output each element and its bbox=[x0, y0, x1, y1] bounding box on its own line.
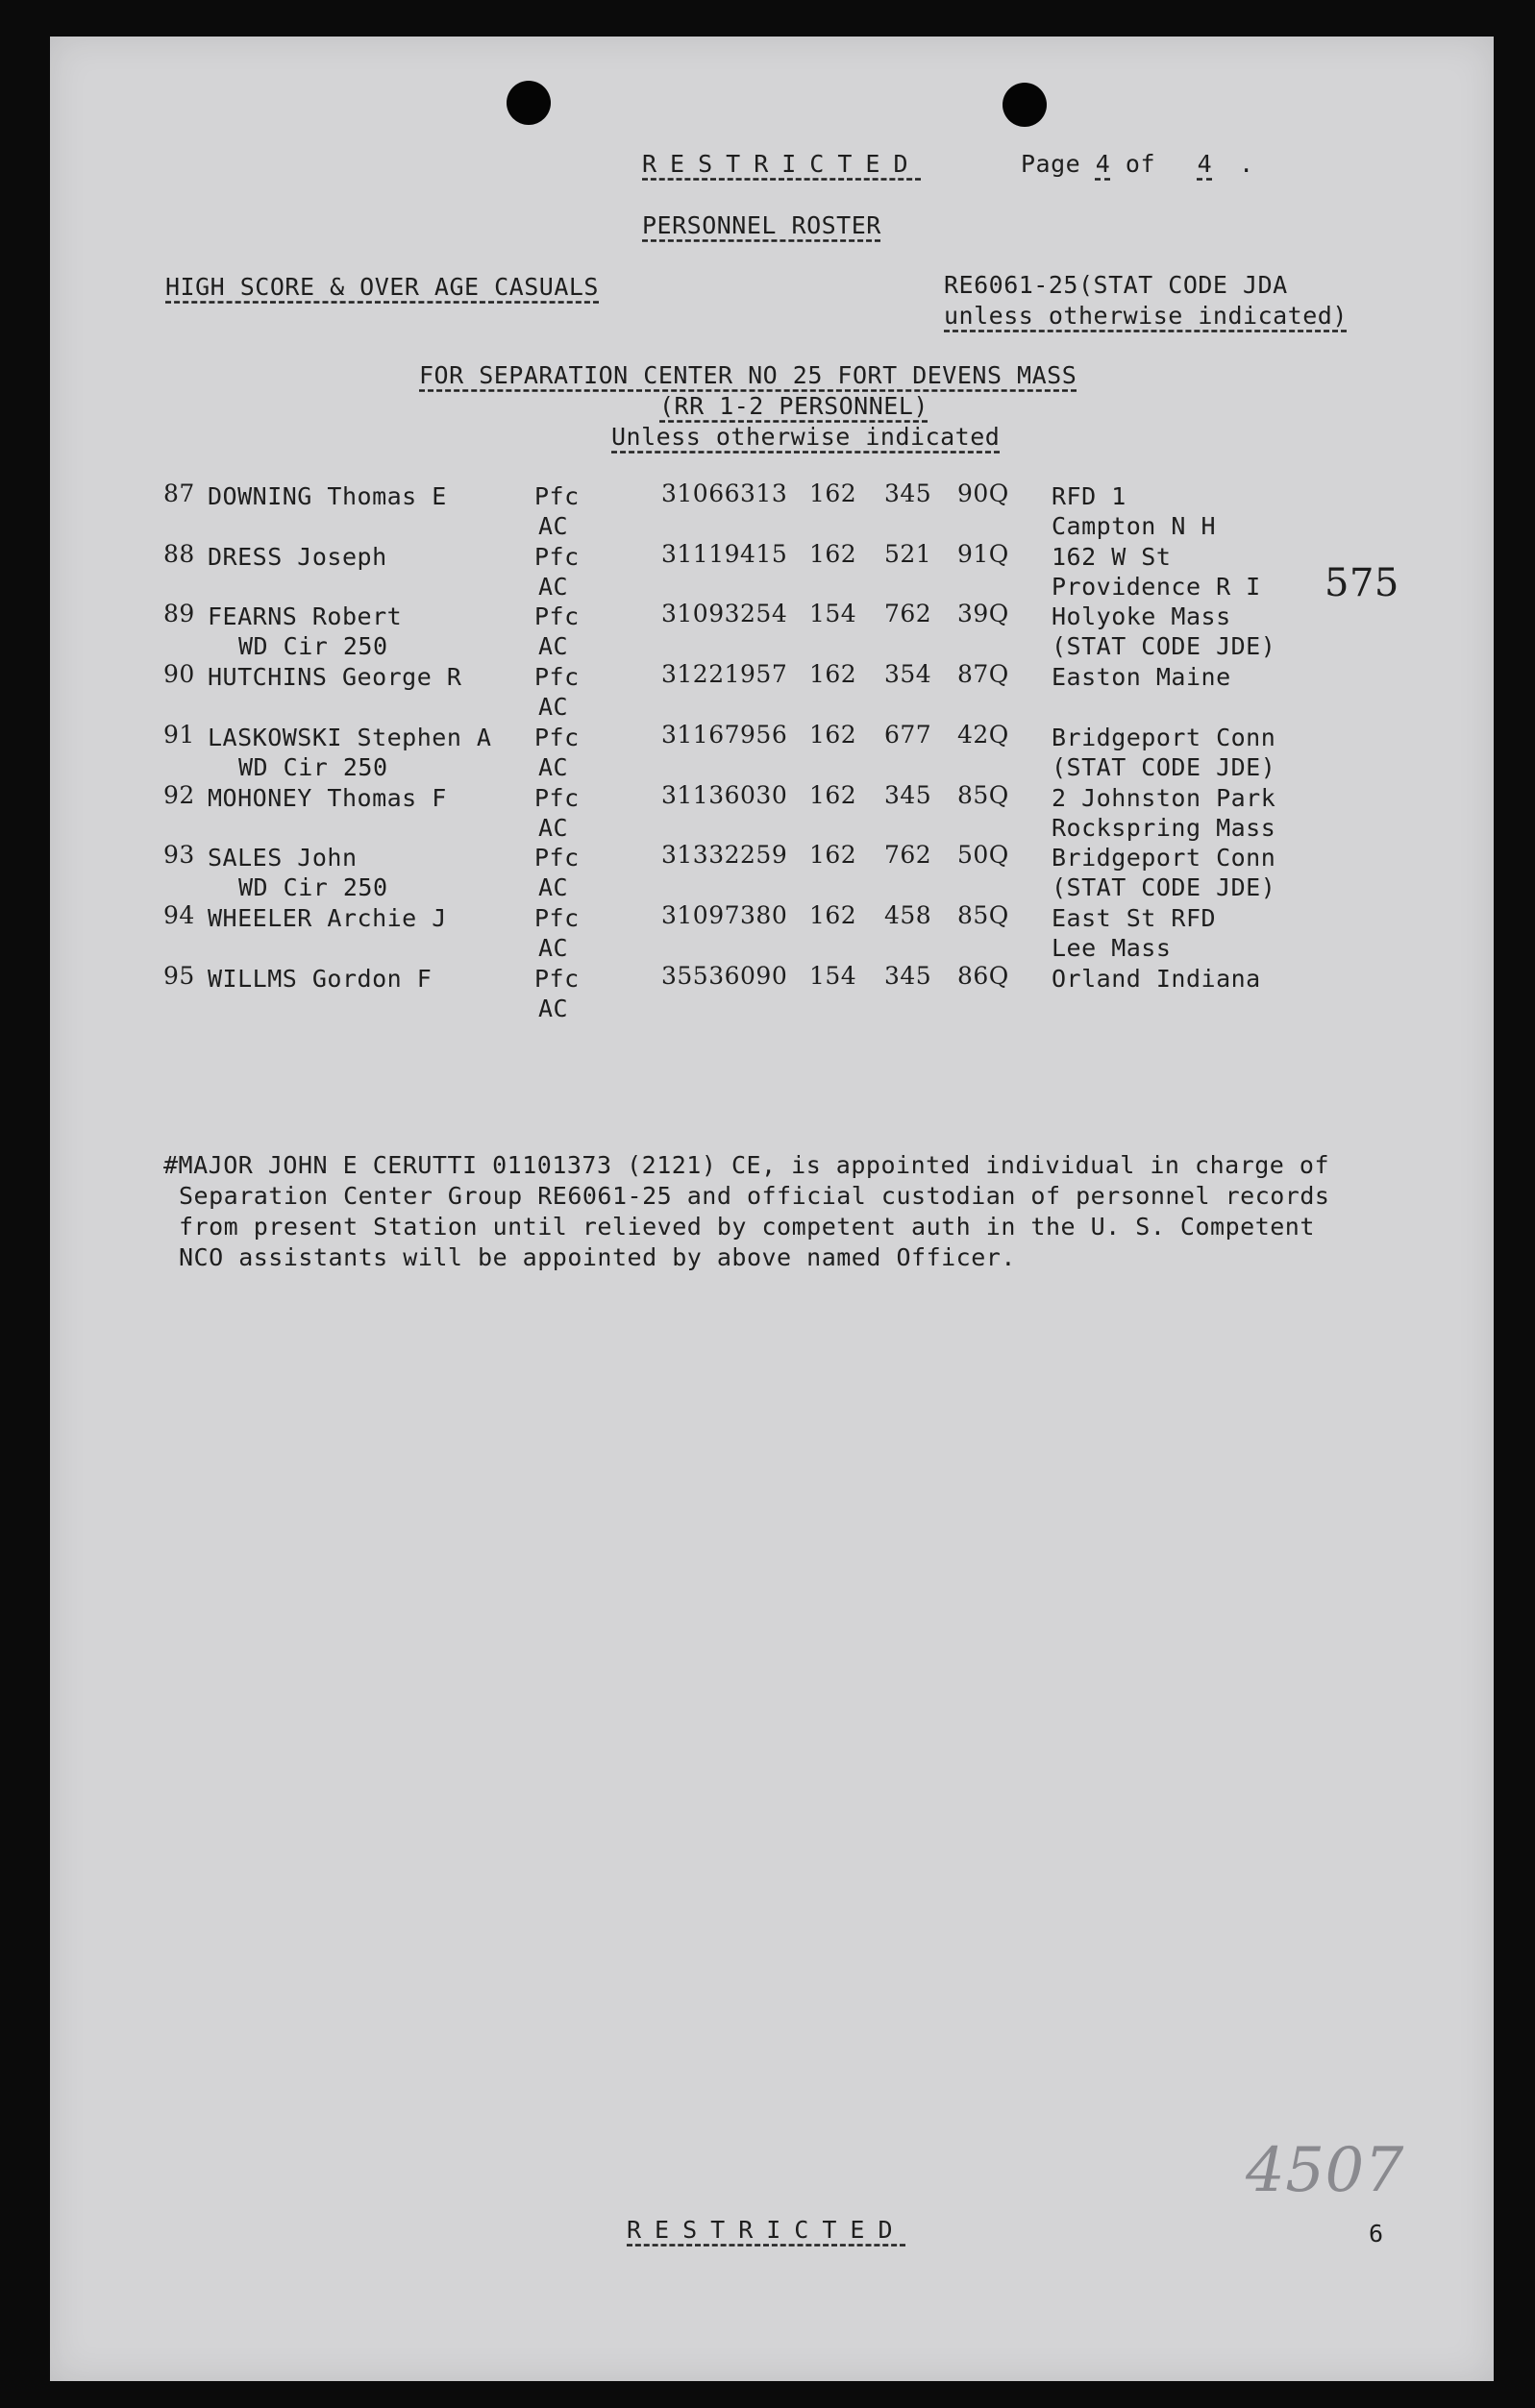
roster-c3: 85Q bbox=[957, 781, 1009, 809]
roster-c3: 42Q bbox=[957, 721, 1009, 749]
roster-addr2: Lee Mass bbox=[1052, 934, 1172, 962]
roster-sub: WD Cir 250 bbox=[238, 753, 388, 781]
roster-c1: 162 bbox=[809, 901, 857, 929]
roster-serial: 31136030 bbox=[661, 781, 788, 809]
roster-name: WHEELER Archie J bbox=[208, 904, 447, 932]
roster-no: 92 bbox=[163, 781, 195, 809]
roster-rank: Pfc bbox=[534, 965, 580, 993]
roster-branch: AC bbox=[538, 753, 569, 781]
roster-no: 95 bbox=[163, 962, 195, 990]
destination-line1: FOR SEPARATION CENTER NO 25 FORT DEVENS MASS bbox=[419, 361, 1077, 389]
roster-serial: 31093254 bbox=[661, 600, 788, 627]
roster-c3: 86Q bbox=[957, 962, 1009, 990]
punch-hole bbox=[1003, 83, 1047, 127]
roster-c1: 162 bbox=[809, 781, 857, 809]
roster-c1: 154 bbox=[809, 962, 857, 990]
roster-rank: Pfc bbox=[534, 784, 580, 812]
roster-addr1: East St RFD bbox=[1052, 904, 1217, 932]
roster-name: DOWNING Thomas E bbox=[208, 482, 447, 510]
roster-rank: Pfc bbox=[534, 482, 580, 510]
handwritten-number: 4507 bbox=[1246, 2135, 1404, 2206]
roster-c2: 762 bbox=[884, 841, 932, 869]
roster-serial: 35536090 bbox=[661, 962, 788, 990]
roster-name: SALES John bbox=[208, 844, 358, 872]
roster-c2: 345 bbox=[884, 781, 932, 809]
roster-c3: 87Q bbox=[957, 660, 1009, 688]
roster-addr1: RFD 1 bbox=[1052, 482, 1126, 510]
roster-sub: WD Cir 250 bbox=[238, 632, 388, 660]
roster-serial: 31097380 bbox=[661, 901, 788, 929]
roster-c2: 458 bbox=[884, 901, 932, 929]
destination-line2: (RR 1-2 PERSONNEL) bbox=[659, 392, 928, 420]
roster-branch: AC bbox=[538, 934, 569, 962]
roster-addr1: Holyoke Mass bbox=[1052, 602, 1231, 630]
roster-addr2: Providence R I bbox=[1052, 573, 1261, 601]
punch-hole bbox=[507, 81, 551, 125]
roster-branch: AC bbox=[538, 814, 569, 842]
roster-name: MOHONEY Thomas F bbox=[208, 784, 447, 812]
roster-branch: AC bbox=[538, 573, 569, 601]
roster-c2: 345 bbox=[884, 962, 932, 990]
roster-c2: 521 bbox=[884, 540, 932, 568]
roster-rank: Pfc bbox=[534, 602, 580, 630]
roster-c1: 162 bbox=[809, 721, 857, 749]
roster-branch: AC bbox=[538, 873, 569, 901]
roster-c3: 90Q bbox=[957, 479, 1009, 507]
roster-rank: Pfc bbox=[534, 724, 580, 751]
roster-addr1: 2 Johnston Park bbox=[1052, 784, 1276, 812]
roster-no: 94 bbox=[163, 901, 195, 929]
roster-branch: AC bbox=[538, 693, 569, 721]
roster-serial: 31119415 bbox=[661, 540, 788, 568]
roster-c2: 762 bbox=[884, 600, 932, 627]
roster-rank: Pfc bbox=[534, 844, 580, 872]
roster-no: 89 bbox=[163, 600, 195, 627]
roster-name: WILLMS Gordon F bbox=[208, 965, 433, 993]
roster-addr1: Orland Indiana bbox=[1052, 965, 1261, 993]
corner-mark: 6 bbox=[1369, 2220, 1384, 2248]
roster-name: LASKOWSKI Stephen A bbox=[208, 724, 492, 751]
roster-branch: AC bbox=[538, 512, 569, 540]
roster-c3: 85Q bbox=[957, 901, 1009, 929]
page-indicator: Page 4 of 4 . bbox=[1021, 150, 1254, 178]
roster-no: 91 bbox=[163, 721, 195, 749]
footnote-line: Separation Center Group RE6061-25 and official custodian of personnel records bbox=[179, 1182, 1330, 1210]
roster-no: 88 bbox=[163, 540, 195, 568]
roster-addr2: (STAT CODE JDE) bbox=[1052, 632, 1276, 660]
roster-c2: 677 bbox=[884, 721, 932, 749]
group-left: HIGH SCORE & OVER AGE CASUALS bbox=[165, 273, 599, 301]
roster-addr2: (STAT CODE JDE) bbox=[1052, 873, 1276, 901]
roster-serial: 31167956 bbox=[661, 721, 788, 749]
roster-rank: Pfc bbox=[534, 663, 580, 691]
roster-addr2: (STAT CODE JDE) bbox=[1052, 753, 1276, 781]
roster-addr1: Bridgeport Conn bbox=[1052, 724, 1276, 751]
roster-c1: 162 bbox=[809, 540, 857, 568]
roster-c1: 162 bbox=[809, 660, 857, 688]
footnote-line: NCO assistants will be appointed by above named Officer. bbox=[179, 1243, 1016, 1271]
roster-c3: 91Q bbox=[957, 540, 1009, 568]
roster-addr1: Easton Maine bbox=[1052, 663, 1231, 691]
footnote-line: from present Station until relieved by competent auth in the U. S. Competent bbox=[179, 1213, 1315, 1241]
roster-c3: 50Q bbox=[957, 841, 1009, 869]
roster-name: HUTCHINS George R bbox=[208, 663, 462, 691]
roster-c2: 345 bbox=[884, 479, 932, 507]
roster-addr1: Bridgeport Conn bbox=[1052, 844, 1276, 872]
roster-title: PERSONNEL ROSTER bbox=[642, 211, 881, 239]
roster-rank: Pfc bbox=[534, 543, 580, 571]
stamp-number: 575 bbox=[1325, 561, 1399, 605]
roster-no: 93 bbox=[163, 841, 195, 869]
roster-no: 87 bbox=[163, 479, 195, 507]
roster-name: DRESS Joseph bbox=[208, 543, 387, 571]
group-code-line1: RE6061-25(STAT CODE JDA bbox=[944, 271, 1288, 299]
footnote-line: #MAJOR JOHN E CERUTTI 01101373 (2121) CE, is appointed individual in charge of bbox=[163, 1151, 1329, 1179]
roster-branch: AC bbox=[538, 995, 569, 1022]
restricted-header: RESTRICTED bbox=[642, 150, 922, 178]
roster-c3: 39Q bbox=[957, 600, 1009, 627]
roster-rank: Pfc bbox=[534, 904, 580, 932]
roster-no: 90 bbox=[163, 660, 195, 688]
roster-c1: 162 bbox=[809, 841, 857, 869]
destination-line3: Unless otherwise indicated bbox=[611, 423, 1001, 451]
group-code-line2: unless otherwise indicated) bbox=[944, 302, 1348, 330]
roster-addr1: 162 W St bbox=[1052, 543, 1172, 571]
restricted-footer: RESTRICTED bbox=[627, 2216, 906, 2244]
roster-c1: 162 bbox=[809, 479, 857, 507]
roster-addr2: Campton N H bbox=[1052, 512, 1217, 540]
roster-c1: 154 bbox=[809, 600, 857, 627]
roster-serial: 31066313 bbox=[661, 479, 788, 507]
roster-sub: WD Cir 250 bbox=[238, 873, 388, 901]
roster-c2: 354 bbox=[884, 660, 932, 688]
roster-serial: 31221957 bbox=[661, 660, 788, 688]
roster-branch: AC bbox=[538, 632, 569, 660]
roster-name: FEARNS Robert bbox=[208, 602, 403, 630]
roster-serial: 31332259 bbox=[661, 841, 788, 869]
roster-addr2: Rockspring Mass bbox=[1052, 814, 1276, 842]
